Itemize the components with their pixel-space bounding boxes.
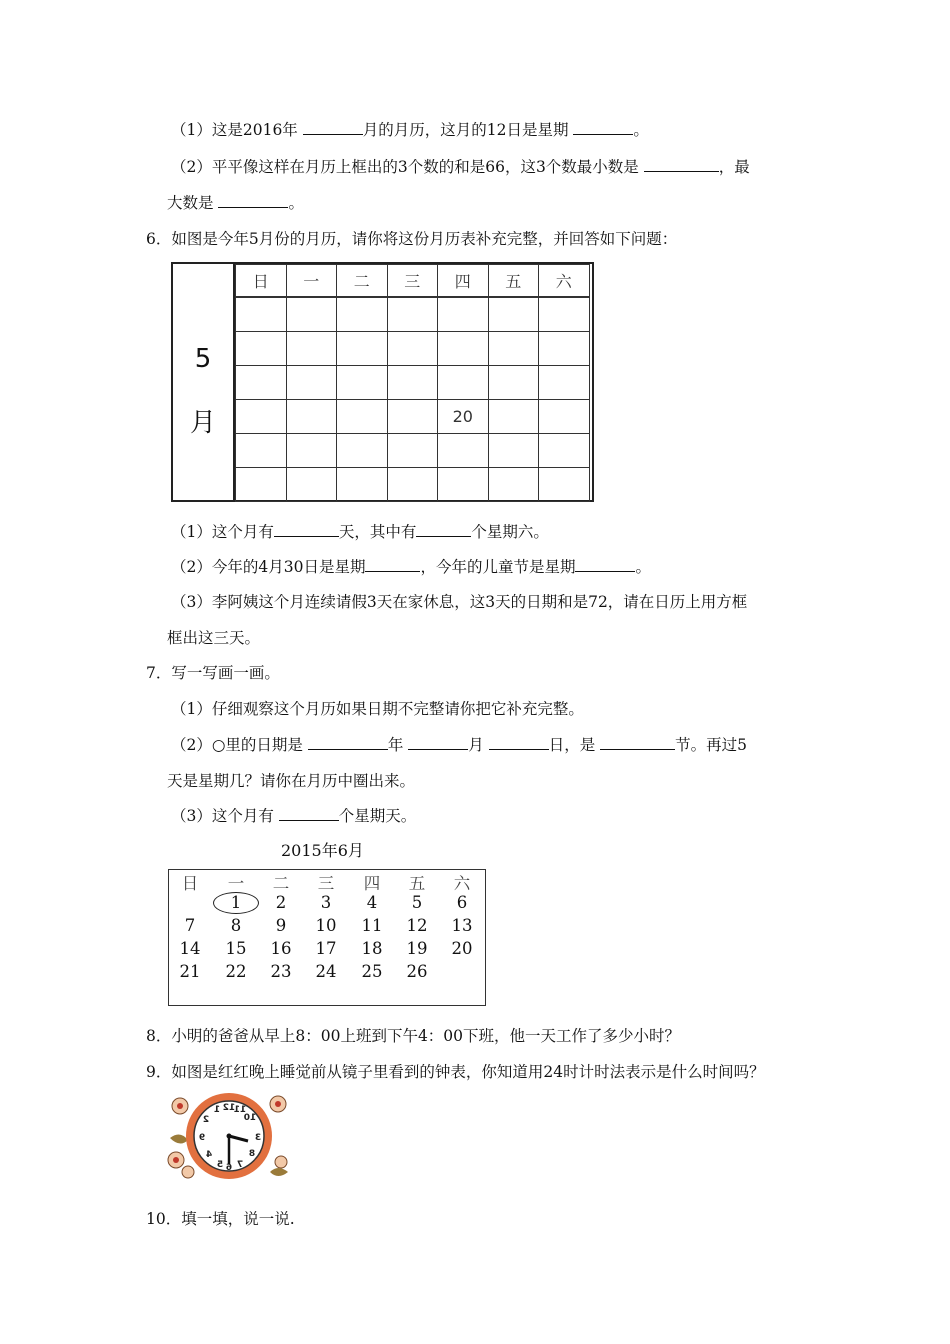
date-cell[interactable] bbox=[236, 366, 287, 400]
date-cell[interactable] bbox=[488, 332, 539, 366]
clock-number: 7 bbox=[236, 1160, 244, 1170]
date-cell[interactable] bbox=[438, 468, 489, 502]
date-cell[interactable] bbox=[387, 434, 438, 468]
june-date-cell[interactable]: 14 bbox=[179, 939, 201, 958]
date-cell[interactable] bbox=[236, 468, 287, 502]
q7-sub2-cont: 天是星期几？请你在月历中圈出来。 bbox=[167, 772, 416, 790]
june-weekday-header: 六 bbox=[453, 874, 471, 893]
weekday-header-row bbox=[236, 265, 590, 298]
q7-sub1: （1）仔细观察这个月历如果日期不完整请你把它补充完整。 bbox=[171, 700, 584, 718]
may-calendar bbox=[171, 262, 594, 502]
date-cell[interactable] bbox=[539, 400, 590, 434]
q7-sub3-text-a: （3）这个月有 bbox=[171, 807, 279, 825]
date-cell[interactable] bbox=[337, 400, 388, 434]
june-date-cell[interactable]: 1 bbox=[230, 893, 242, 912]
q5-sub2 bbox=[171, 155, 750, 177]
date-cell[interactable] bbox=[286, 332, 337, 366]
answer-blank[interactable] bbox=[274, 522, 339, 537]
answer-blank[interactable] bbox=[408, 735, 468, 750]
date-cell[interactable] bbox=[337, 332, 388, 366]
date-cell[interactable] bbox=[286, 366, 337, 400]
answer-blank[interactable] bbox=[365, 557, 420, 572]
date-cell[interactable] bbox=[387, 332, 438, 366]
answer-blank[interactable] bbox=[303, 120, 363, 135]
may-calendar-month-label bbox=[173, 264, 235, 500]
calendar-row bbox=[236, 297, 590, 332]
date-cell[interactable] bbox=[337, 468, 388, 502]
june-date-cell[interactable]: 21 bbox=[179, 962, 201, 981]
date-cell[interactable] bbox=[337, 297, 388, 332]
calendar-row bbox=[236, 400, 590, 434]
date-cell[interactable] bbox=[539, 332, 590, 366]
q7-sub2-text-b: 年 bbox=[387, 736, 409, 754]
clock-center bbox=[227, 1134, 232, 1139]
mirrored-clock-icon bbox=[166, 1090, 292, 1182]
q6-sub2-text-a: （2）今年的4月30日是星期 bbox=[171, 558, 366, 576]
answer-blank[interactable] bbox=[600, 735, 675, 750]
q5-sub2-text-a: （2）平平像这样在月历上框出的3个数的和是66，这3个数最小数是 bbox=[171, 158, 644, 176]
date-cell[interactable] bbox=[286, 400, 337, 434]
q6-title: 6．如图是今年5月份的月历，请你将这份月历表补充完整，并回答如下问题： bbox=[146, 230, 678, 248]
calendar-row bbox=[236, 434, 590, 468]
date-cell[interactable] bbox=[438, 297, 489, 332]
month-number: 5 bbox=[194, 344, 212, 374]
date-cell[interactable] bbox=[488, 366, 539, 400]
q7-sub2-text-a: （2）○里的日期是 bbox=[171, 736, 308, 754]
june-date-cell[interactable]: 12 bbox=[406, 916, 428, 935]
june-date-cell[interactable]: 5 bbox=[411, 893, 423, 912]
clock-number: 1 bbox=[213, 1105, 221, 1115]
q6-sub2-text-b: ，今年的儿童节是星期 bbox=[420, 558, 576, 576]
date-cell[interactable] bbox=[236, 297, 287, 332]
june-date-cell[interactable]: 19 bbox=[406, 939, 428, 958]
q7-title: 7．写一写画一画。 bbox=[146, 664, 280, 682]
june-date-cell[interactable]: 17 bbox=[315, 939, 337, 958]
date-cell-known: 20 bbox=[438, 400, 489, 434]
date-cell[interactable] bbox=[539, 366, 590, 400]
june-date-cell[interactable]: 10 bbox=[315, 916, 337, 935]
june-date-cell[interactable]: 18 bbox=[361, 939, 383, 958]
q7-sub2 bbox=[171, 733, 747, 755]
circled-date-marker bbox=[213, 892, 259, 914]
answer-blank[interactable] bbox=[308, 735, 388, 750]
june-date-cell[interactable]: 22 bbox=[225, 962, 247, 981]
june-date-cell[interactable]: 8 bbox=[230, 916, 242, 935]
q5-sub1-text-a: （1）这是2016年 bbox=[171, 121, 303, 139]
june-date-cell[interactable]: 6 bbox=[456, 893, 468, 912]
may-calendar-grid bbox=[235, 264, 590, 502]
clock-number: 4 bbox=[205, 1150, 213, 1160]
q6-sub2 bbox=[171, 555, 651, 577]
q6-sub1-text-b: 天，其中有 bbox=[338, 523, 417, 541]
q8-text: 8．小明的爸爸从早上8：00上班到下午4：00下班，他一天工作了多少小时？ bbox=[146, 1027, 681, 1045]
weekday-header: 日 bbox=[236, 265, 287, 298]
june-date-cell[interactable]: 7 bbox=[184, 916, 196, 935]
clock-number: 2 bbox=[202, 1115, 210, 1125]
june-date-cell[interactable]: 4 bbox=[366, 893, 378, 912]
date-cell[interactable] bbox=[438, 332, 489, 366]
june-date-cell[interactable]: 13 bbox=[451, 916, 473, 935]
date-cell[interactable] bbox=[488, 400, 539, 434]
q6-sub1-text-a: （1）这个月有 bbox=[171, 523, 274, 541]
weekday-header: 三 bbox=[387, 265, 438, 298]
q6-sub2-text-c: 。 bbox=[635, 558, 651, 576]
q5-sub2-text-b: ，最 bbox=[718, 158, 750, 176]
clock-number: 8 bbox=[248, 1149, 256, 1159]
june-weekday-header: 二 bbox=[272, 874, 290, 893]
q7-sub3-text-b: 个星期天。 bbox=[338, 807, 417, 825]
date-cell[interactable] bbox=[286, 468, 337, 502]
june-weekday-header: 一 bbox=[227, 874, 245, 893]
weekday-header: 四 bbox=[438, 265, 489, 298]
june-weekday-header: 三 bbox=[317, 874, 335, 893]
weekday-header: 五 bbox=[488, 265, 539, 298]
date-cell[interactable] bbox=[236, 434, 287, 468]
date-cell[interactable] bbox=[539, 297, 590, 332]
weekday-header: 一 bbox=[286, 265, 337, 298]
date-cell[interactable] bbox=[387, 468, 438, 502]
q7-sub2-text-c: 月 bbox=[468, 736, 489, 754]
date-cell[interactable] bbox=[337, 434, 388, 468]
answer-blank[interactable] bbox=[489, 735, 549, 750]
answer-blank[interactable] bbox=[218, 193, 288, 208]
june-date-cell[interactable]: 3 bbox=[320, 893, 332, 912]
clock-number: 10 bbox=[243, 1113, 257, 1123]
june-date-cell[interactable]: 11 bbox=[361, 916, 383, 935]
june-date-cell[interactable]: 24 bbox=[315, 962, 337, 981]
date-cell[interactable] bbox=[438, 434, 489, 468]
calendar-row bbox=[236, 468, 590, 502]
q5-sub1 bbox=[171, 118, 649, 140]
june-calendar-title: 2015年6月 bbox=[281, 841, 364, 860]
date-cell[interactable] bbox=[387, 297, 438, 332]
june-date-cell[interactable]: 23 bbox=[270, 962, 292, 981]
date-cell[interactable] bbox=[488, 434, 539, 468]
clock-number: 9 bbox=[198, 1133, 206, 1143]
date-cell[interactable] bbox=[236, 400, 287, 434]
q7-sub3 bbox=[171, 804, 416, 826]
q6-sub1-text-c: 个星期六。 bbox=[471, 523, 549, 541]
weekday-header: 二 bbox=[337, 265, 388, 298]
june-weekday-header: 日 bbox=[181, 874, 199, 893]
q6-sub1 bbox=[171, 520, 549, 542]
june-date-cell[interactable]: 15 bbox=[225, 939, 247, 958]
june-date-cell[interactable]: 20 bbox=[451, 939, 473, 958]
date-cell[interactable] bbox=[236, 332, 287, 366]
answer-blank[interactable] bbox=[644, 157, 719, 172]
june-date-cell[interactable]: 16 bbox=[270, 939, 292, 958]
date-cell[interactable] bbox=[337, 366, 388, 400]
q5-sub2-cont bbox=[167, 191, 304, 213]
answer-blank[interactable] bbox=[575, 557, 635, 572]
june-date-cell[interactable]: 9 bbox=[275, 916, 287, 935]
q5-sub2b-text-b: 。 bbox=[288, 194, 304, 212]
q10-text: 10．填一填，说一说. bbox=[146, 1210, 295, 1228]
date-cell[interactable] bbox=[387, 400, 438, 434]
date-cell[interactable] bbox=[539, 468, 590, 502]
date-cell[interactable] bbox=[286, 297, 337, 332]
date-cell[interactable] bbox=[438, 366, 489, 400]
calendar-row bbox=[236, 366, 590, 400]
q9-text: 9．如图是红红晚上睡觉前从镜子里看到的钟表，你知道用24时计时法表示是什么时间吗？ bbox=[146, 1063, 765, 1081]
calendar-row bbox=[236, 332, 590, 366]
q6-sub3: （3）李阿姨这个月连续请假3天在家休息，这3天的日期和是72，请在日历上用方框 bbox=[171, 593, 748, 611]
answer-blank[interactable] bbox=[279, 806, 339, 821]
clock-number: 6 bbox=[225, 1163, 233, 1173]
date-cell[interactable] bbox=[488, 468, 539, 502]
q7-sub2-text-d: 日，是 bbox=[548, 736, 601, 754]
q7-sub2-text-e: 节。再过5 bbox=[675, 736, 748, 754]
date-cell[interactable] bbox=[387, 366, 438, 400]
june-weekday-header: 四 bbox=[363, 874, 381, 893]
answer-blank[interactable] bbox=[573, 120, 633, 135]
q5-sub2b-text-a: 大数是 bbox=[167, 194, 219, 212]
q6-sub3-cont: 框出这三天。 bbox=[167, 629, 261, 647]
date-cell[interactable] bbox=[539, 434, 590, 468]
clock-number: 5 bbox=[216, 1160, 224, 1170]
june-date-cell[interactable]: 25 bbox=[361, 962, 383, 981]
june-date-cell[interactable]: 2 bbox=[275, 893, 287, 912]
answer-blank[interactable] bbox=[416, 522, 471, 537]
june-date-cell[interactable]: 26 bbox=[406, 962, 428, 981]
clock-number: 11 bbox=[233, 1105, 247, 1115]
date-cell[interactable] bbox=[286, 434, 337, 468]
clock-number: 3 bbox=[254, 1133, 262, 1143]
weekday-header: 六 bbox=[539, 265, 590, 298]
date-cell[interactable] bbox=[488, 297, 539, 332]
june-weekday-header: 五 bbox=[408, 874, 426, 893]
clock-number: 12 bbox=[222, 1103, 236, 1113]
month-char: 月 bbox=[189, 408, 216, 438]
q5-sub1-text-b: 月的月历，这月的12日是星期 bbox=[362, 121, 574, 139]
q5-sub1-text-c: 。 bbox=[633, 121, 649, 139]
